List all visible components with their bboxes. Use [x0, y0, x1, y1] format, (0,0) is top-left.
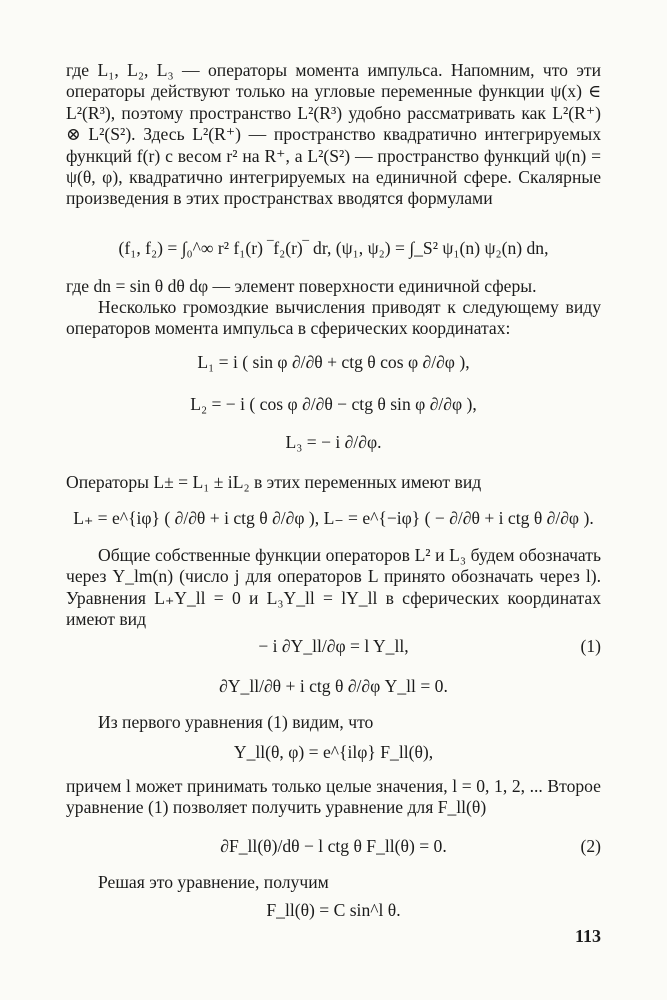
- equation-1b: ∂Y_ll/∂θ + i ctg θ ∂/∂φ Y_ll = 0.: [219, 676, 448, 696]
- paragraph-dn: где dn = sin θ dθ dφ — элемент поверхности единичной сферы.: [66, 276, 537, 296]
- paragraph-eigenfunctions: Общие собственные функции операторов L² и L₃ будем обозначать через Y_lm(n) (число j для операторов L принято обозначать через l). Уравнения L₊Y_ll = 0 и L₃Y_ll = lY_ll в сферических координатах имеют вид: [66, 545, 601, 630]
- equation-1a: − i ∂Y_ll/∂φ = l Y_ll,: [258, 636, 409, 656]
- equation-L1: L₁ = i ( sin φ ∂/∂θ + ctg θ cos φ ∂/∂φ ),: [197, 352, 470, 372]
- paragraph-ladder-operators: Операторы L± = L₁ ± iL₂ в этих переменных имеют вид: [66, 472, 482, 492]
- paragraph-integer-values: причем l может принимать только целые значения, l = 0, 1, 2, ... Второе уравнение (1) позволяет получить уравнение для F_ll(θ): [66, 776, 601, 818]
- equation-L2: L₂ = − i ( cos φ ∂/∂θ − ctg θ sin φ ∂/∂φ ),: [190, 394, 477, 414]
- paragraph-calculations: Несколько громоздкие вычисления приводят к следующему виду операторов момента импульса в сферических координатах:: [66, 297, 601, 339]
- paragraph-first-equation: Из первого уравнения (1) видим, что: [98, 712, 374, 732]
- page-number: 113: [574, 926, 601, 946]
- paragraph-solve: Решая это уравнение, получим: [98, 872, 329, 892]
- equation-number-2: (2): [580, 836, 601, 856]
- equation-scalar-products: (f₁, f₂) = ∫₀^∞ r² f₁(r) ‾f₂(r)‾ dr, (ψ₁, ψ₂) = ∫_S² ψ₁(n) ψ₂(n) dn,: [118, 238, 549, 258]
- equation-2: ∂F_ll(θ)/dθ − l ctg θ F_ll(θ) = 0.: [220, 836, 447, 856]
- equation-number-1: (1): [580, 636, 601, 656]
- equation-ladder-operators: L₊ = e^{iφ} ( ∂/∂θ + i ctg θ ∂/∂φ ), L₋ = e^{−iφ} ( − ∂/∂θ + i ctg θ ∂/∂φ ).: [73, 508, 594, 528]
- equation-Yll: Y_ll(θ, φ) = e^{ilφ} F_ll(θ),: [233, 742, 434, 762]
- paragraph-intro: где L₁, L₂, L₃ — операторы момента импульса. Напомним, что эти операторы действуют только на угловые переменные функции ψ(x) ∈ L²(R³), поэтому пространство L²(R³) удобно рассматривать как L²(R⁺) ⊗ L²(S²). Здесь L²(R⁺) — пространство квадратично интегрируемых функций f(r) с весом r² на R⁺, а L²(S²) — пространство функций ψ(n) = ψ(θ, φ), квадратично интегрируемых на единичной сфере. Скалярные произведения в этих пространствах вводятся формулами: [66, 60, 601, 209]
- equation-solution: F_ll(θ) = C sin^l θ.: [266, 900, 401, 920]
- equation-L3: L₃ = − i ∂/∂φ.: [285, 432, 382, 452]
